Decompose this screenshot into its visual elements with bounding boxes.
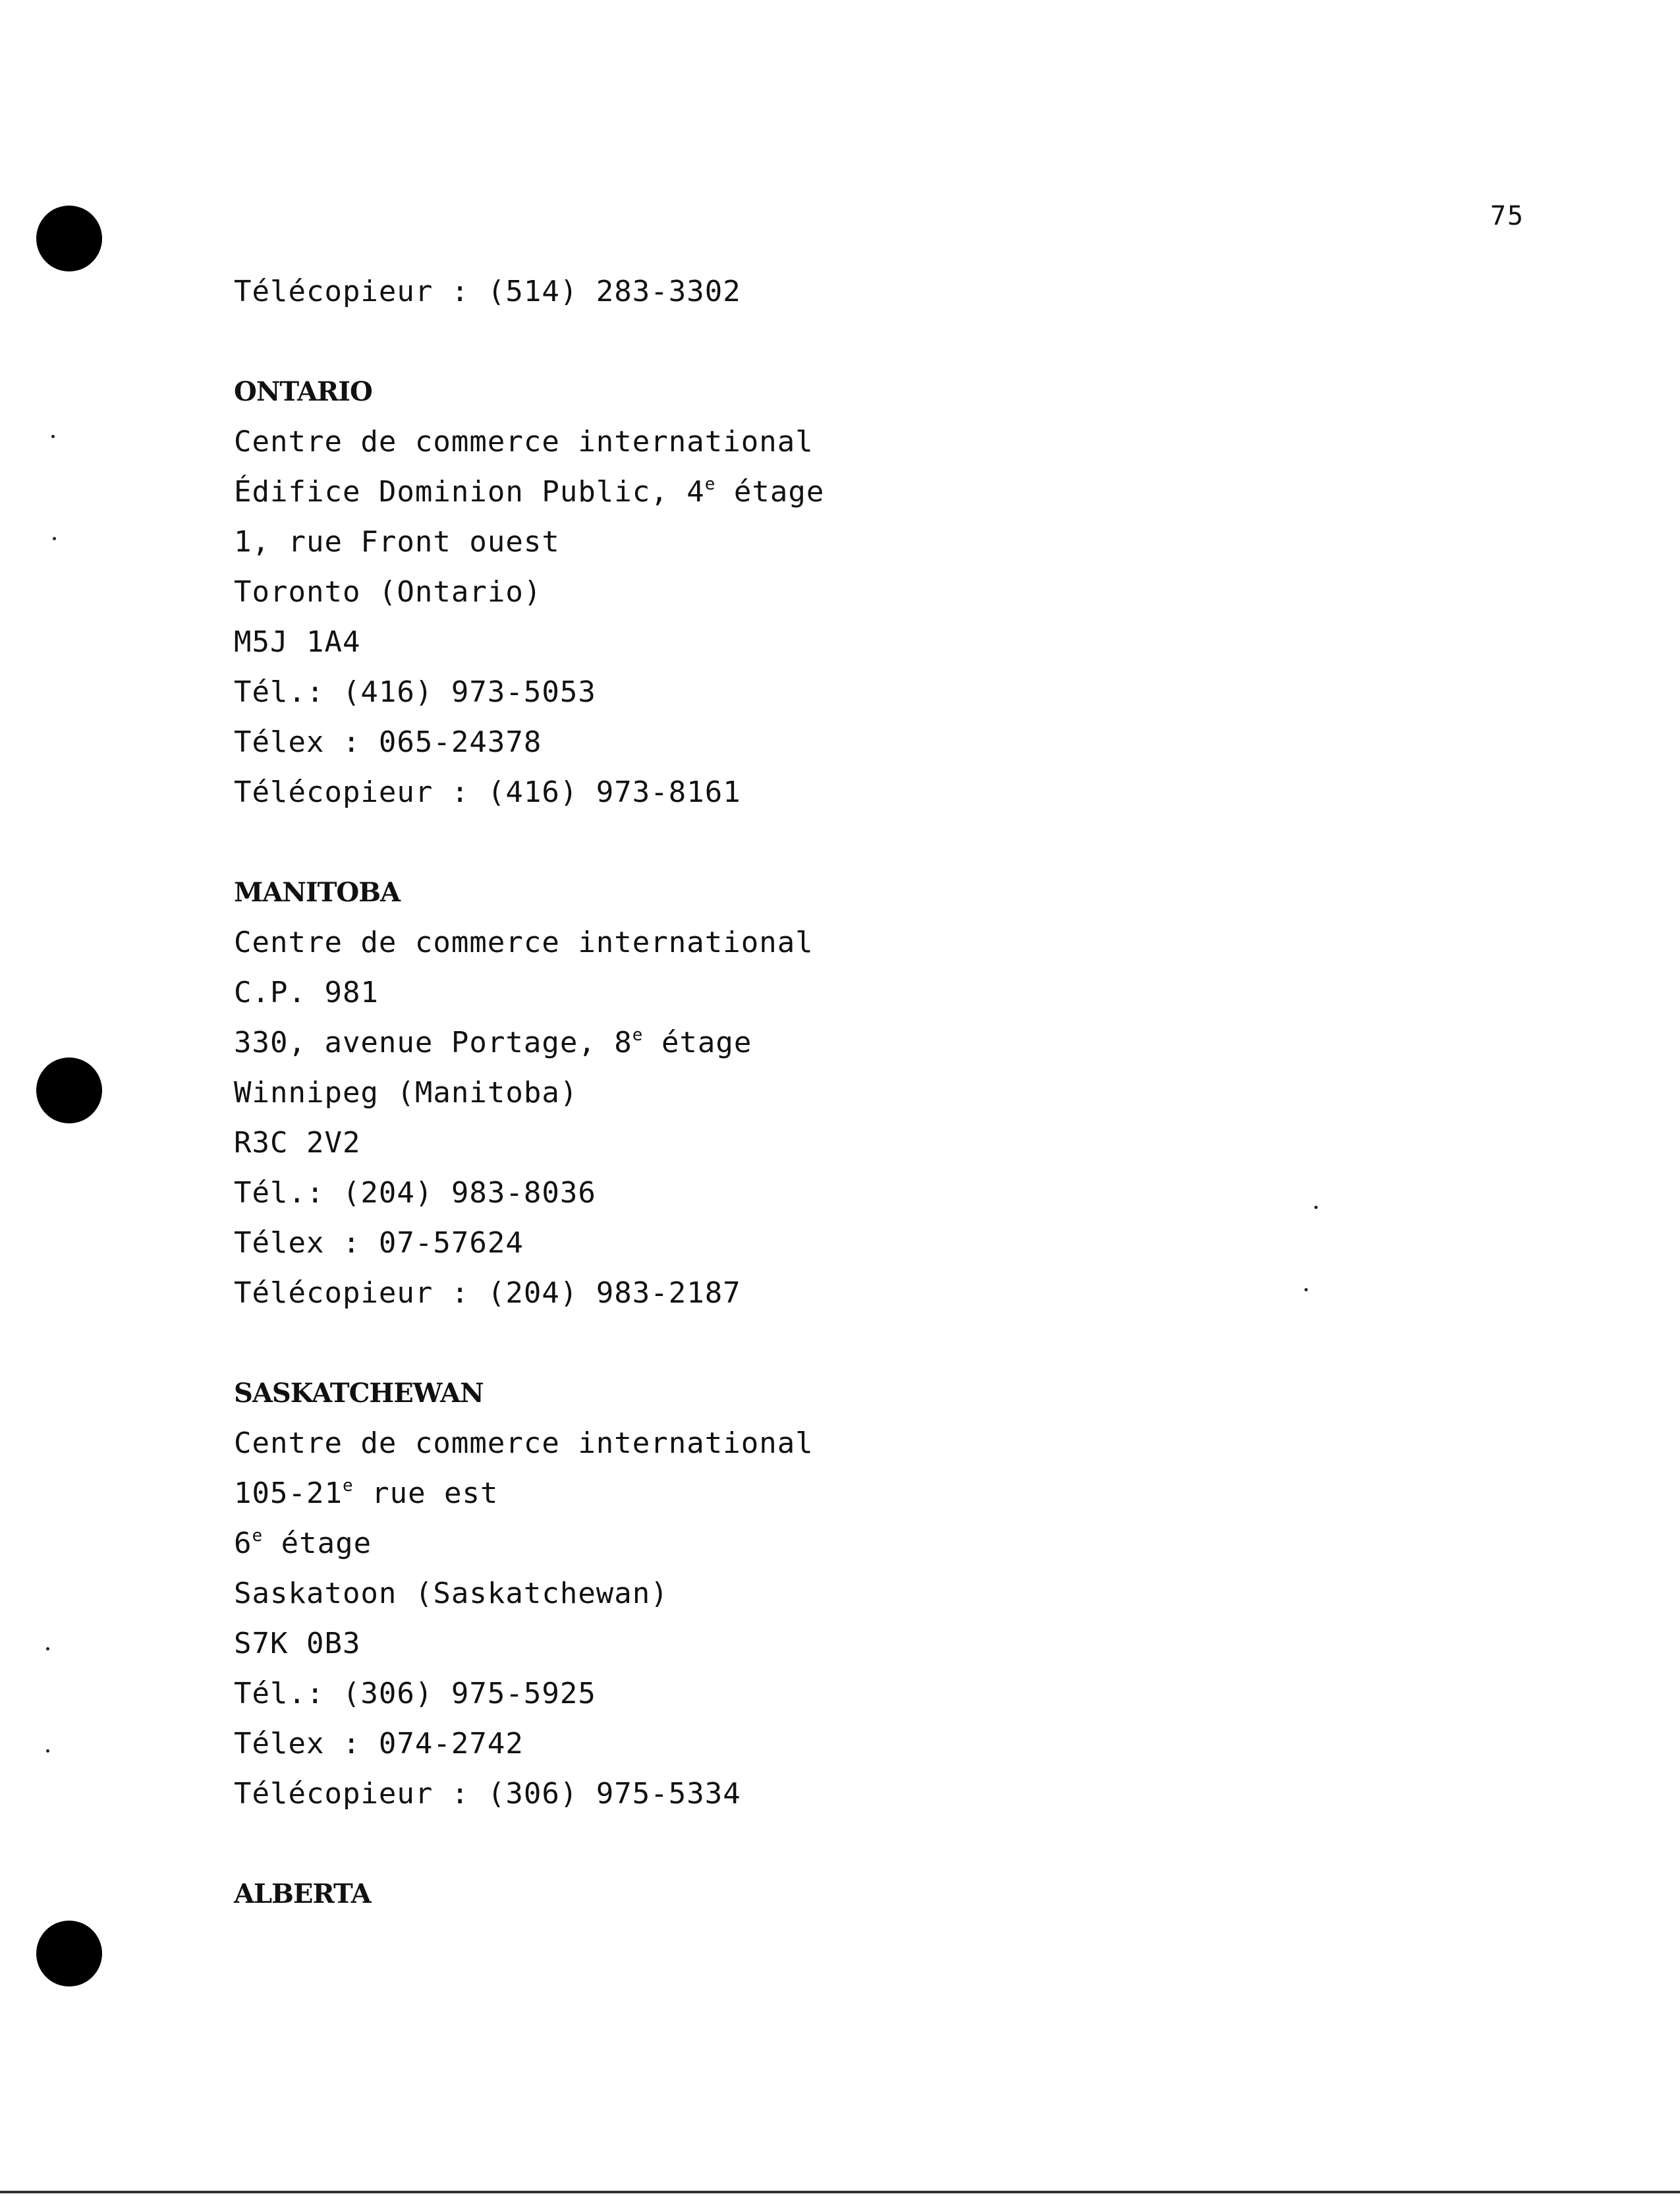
phone-line: Tél.: (416) 973-5053 [234, 675, 596, 709]
street-line: 1, rue Front ouest [234, 525, 560, 559]
section-heading: SASKATCHEWAN [234, 1378, 484, 1409]
postal-code: S7K 0B3 [234, 1627, 361, 1660]
punch-hole-bottom [36, 1921, 102, 1986]
address-line: Édifice Dominion Public, 4e étage [234, 474, 825, 509]
scan-speck [51, 435, 55, 438]
page-number: 75 [1490, 201, 1525, 231]
fax-line: Télécopieur : (204) 983-2187 [234, 1276, 741, 1310]
phone-line: Tél.: (204) 983-8036 [234, 1176, 596, 1210]
continued-fax-line: Télécopieur : (514) 283-3302 [234, 275, 741, 308]
organization-line: Centre de commerce international [234, 1426, 814, 1460]
scan-speck [1314, 1206, 1318, 1209]
scan-speck [1304, 1288, 1308, 1291]
organization-line: Centre de commerce international [234, 425, 814, 459]
address-line: 330, avenue Portage, 8e étage [234, 1025, 752, 1059]
postal-code: M5J 1A4 [234, 625, 361, 659]
telex-line: Télex : 07-57624 [234, 1226, 524, 1260]
section-manitoba [234, 868, 1222, 1318]
address-list [234, 267, 1222, 1919]
city-line: Saskatoon (Saskatchewan) [234, 1577, 669, 1610]
fax-line: Télécopieur : (306) 975-5334 [234, 1777, 741, 1811]
phone-line: Tél.: (306) 975-5925 [234, 1677, 596, 1710]
section-saskatchewan [234, 1368, 1222, 1819]
organization-line: Centre de commerce international [234, 926, 814, 959]
city-line: Winnipeg (Manitoba) [234, 1076, 578, 1110]
section-alberta [234, 1869, 1222, 1919]
postal-code: R3C 2V2 [234, 1126, 361, 1160]
punch-hole-top [36, 206, 102, 271]
page-bottom-edge [0, 2191, 1680, 2193]
telex-line: Télex : 074-2742 [234, 1727, 524, 1760]
telex-line: Télex : 065-24378 [234, 725, 542, 759]
address-line: 105-21e rue est [234, 1476, 499, 1510]
scan-speck [46, 1647, 49, 1650]
section-heading: ONTARIO [234, 376, 372, 407]
section-heading: MANITOBA [234, 877, 401, 908]
city-line: Toronto (Ontario) [234, 575, 542, 609]
floor-line: 6e étage [234, 1526, 372, 1560]
po-box-line: C.P. 981 [234, 976, 379, 1009]
section-ontario [234, 367, 1222, 818]
scan-speck [46, 1749, 49, 1753]
fax-line: Télécopieur : (416) 973-8161 [234, 775, 741, 809]
scan-speck [53, 537, 56, 540]
punch-hole-middle [36, 1057, 102, 1123]
section-heading: ALBERTA [234, 1878, 371, 1909]
